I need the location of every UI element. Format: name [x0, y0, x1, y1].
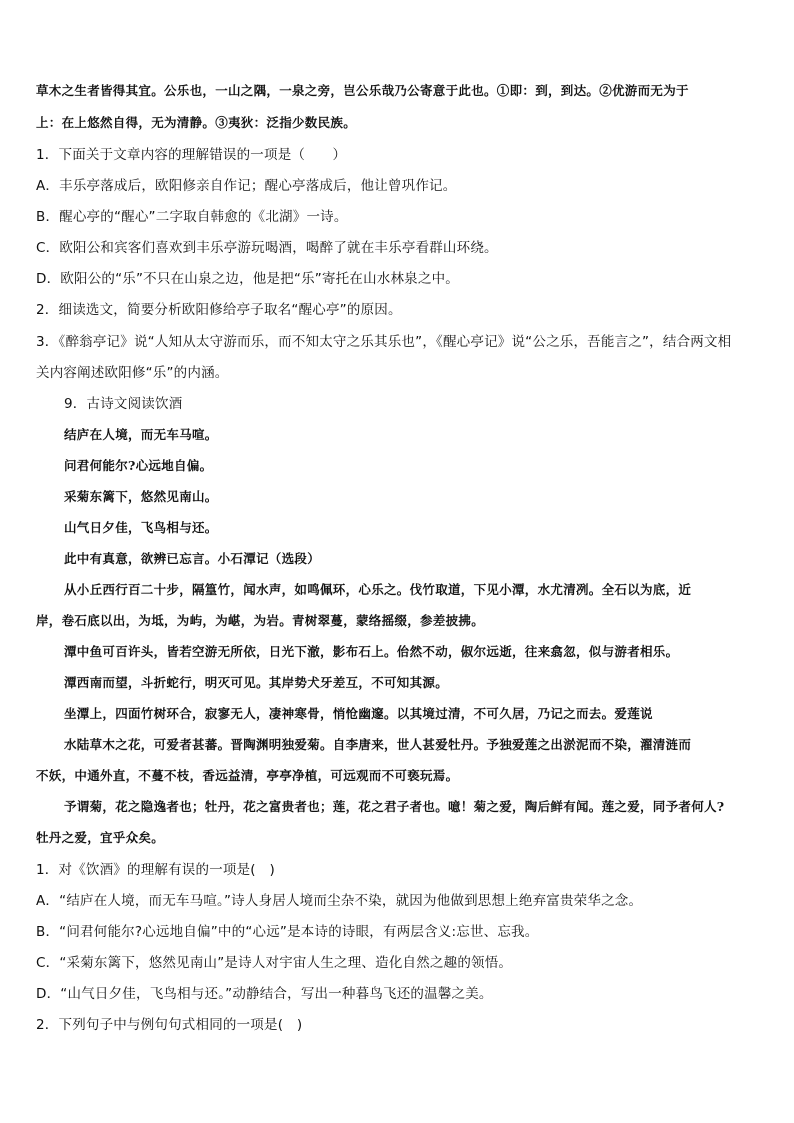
question-3-line-2: 关内容阐述欧阳修“乐”的内涵。: [36, 365, 229, 381]
poem-line: 问君何能尔?心远地自偏。: [64, 458, 213, 473]
prose-paragraph-5-line-1: 水陆草木之花，可爱者甚蕃。晋陶渊明独爱菊。自李唐来，世人甚爱牡丹。予独爱莲之出淤泥而不染，濯清涟而: [64, 737, 692, 752]
question-9-1-option-d: D．“山气日夕佳，飞鸟相与还。”动静结合，写出一种暮鸟飞还的温馨之美。: [36, 986, 493, 1002]
passage-footnote-line-1: 草木之生者皆得其宜。公乐也，一山之隅，一泉之旁，岂公乐哉乃公寄意于此也。①即：到，到达。②优游而无为于: [36, 83, 689, 98]
question-3-line-1: 3．《醉翁亭记》说“人知从太守游而乐，而不知太守之乐其乐也”，《醒心亭记》说“公之乐，吾能言之”，结合两文相: [36, 334, 732, 350]
question-9-1-stem: 1．对《饮酒》的理解有误的一项是( ): [36, 862, 275, 878]
prose-paragraph-3: 潭西南而望，斗折蛇行，明灭可见。其岸势犬牙差互，不可知其源。: [64, 675, 449, 690]
section-9-title: 9．古诗文阅读饮酒: [64, 396, 183, 412]
poem-line: 山气日夕佳，飞鸟相与还。: [64, 520, 218, 535]
question-1-option-b: B．醒心亭的“醒心”二字取自韩愈的《北湖》一诗。: [36, 209, 348, 225]
prose-paragraph-2: 潭中鱼可百许头，皆若空游无所依，日光下澈，影布石上。佁然不动，俶尔远逝，往来翕忽，似与游者相乐。: [64, 644, 679, 659]
question-9-1-option-c: C．“采菊东篱下，悠然见南山”是诗人对宇宙人生之理、造化自然之趣的领悟。: [36, 955, 513, 971]
prose-paragraph-1-line-1: 从小丘西行百二十步，隔篁竹，闻水声，如鸣佩环，心乐之。伐竹取道，下见小潭，水尤清冽。全石以为底，近: [64, 582, 692, 597]
question-9-2-stem: 2．下列句子中与例句句式相同的一项是( ): [36, 1017, 303, 1033]
prose-paragraph-6-line-2: 牡丹之爱，宜乎众矣。: [36, 830, 165, 845]
question-9-1-option-b: B．“问君何能尔?心远地自偏”中的“心远”是本诗的诗眼，有两层含义:忘世、忘我。: [36, 924, 539, 940]
question-1-option-d: D．欧阳公的“乐”不只在山泉之边，他是把“乐”寄托在山水林泉之中。: [36, 271, 459, 287]
question-1-option-c: C．欧阳公和宾客们喜欢到丰乐亭游玩喝酒，喝醉了就在丰乐亭看群山环绕。: [36, 240, 498, 256]
prose-paragraph-1-line-2: 岸，卷石底以出，为坻，为屿，为嵁，为岩。青树翠蔓，蒙络摇缀，参差披拂。: [36, 613, 485, 628]
question-1-option-a: A．丰乐亭落成后，欧阳修亲自作记；醒心亭落成后，他让曾巩作记。: [36, 178, 457, 194]
poem-line: 采菊东篱下，悠然见南山。: [64, 489, 218, 504]
prose-paragraph-5-line-2: 不妖，中通外直，不蔓不枝，香远益清，亭亭净植，可远观而不可亵玩焉。: [36, 768, 459, 783]
passage-footnote-line-2: 上：在上悠然自得，无为清静。③夷狄：泛指少数民族。: [36, 115, 357, 130]
prose-paragraph-6-line-1: 予谓菊，花之隐逸者也；牡丹，花之富贵者也；莲，花之君子者也。噫！菊之爱，陶后鲜有闻。莲之爱，同予者何人?: [64, 799, 725, 814]
question-9-1-option-a: A．“结庐在人境，而无车马喧。”诗人身居人境而尘杂不染，就因为他做到思想上绝弃富贵荣华之念。: [36, 893, 643, 909]
question-2-stem: 2．细读选文，简要分析欧阳修给亭子取名“醒心亭”的原因。: [36, 302, 402, 318]
question-1-stem: 1．下面关于文章内容的理解错误的一项是（ ）: [36, 147, 347, 163]
poem-line: 结庐在人境，而无车马喧。: [64, 427, 218, 442]
poem-line-with-next-title: 此中有真意，欲辨已忘言。小石潭记（选段）: [64, 551, 321, 566]
prose-paragraph-4: 坐潭上，四面竹树环合，寂寥无人，凄神寒骨，悄怆幽邃。以其境过清，不可久居，乃记之而去。爱莲说: [64, 706, 653, 721]
